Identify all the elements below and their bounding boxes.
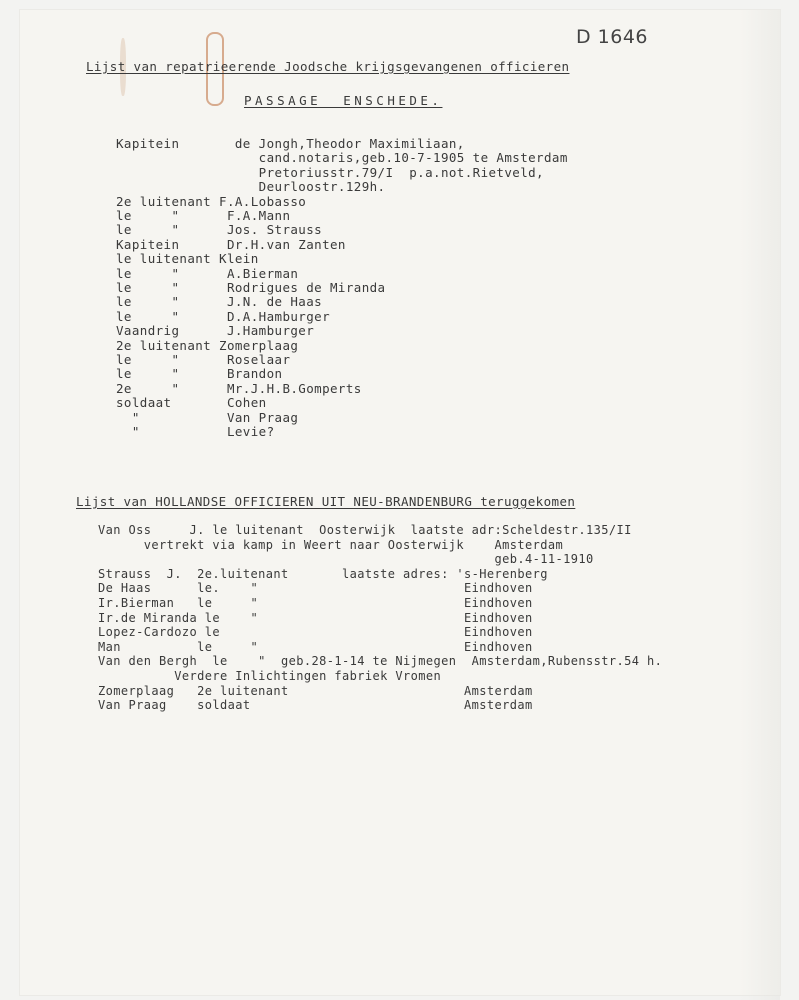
- list-line: De Haas le. " Eindhoven: [98, 581, 533, 596]
- list-line: le luitenant Klein: [116, 251, 259, 267]
- list-line: Deurloostr.129h.: [116, 179, 386, 195]
- list-line: soldaat Cohen: [116, 395, 267, 411]
- list-line: Pretoriusstr.79/I p.a.not.Rietveld,: [116, 164, 544, 180]
- list-line: 2e " Mr.J.H.B.Gomperts: [116, 380, 362, 396]
- list-line: Zomerplaag 2e luitenant Amsterdam: [98, 683, 533, 698]
- passage-heading: PASSAGE ENSCHEDE.: [244, 93, 443, 108]
- list-line: Lopez-Cardozo le Eindhoven: [98, 625, 533, 640]
- list-line: Verdere Inlichtingen fabriek Vromen: [98, 669, 442, 683]
- section-2-title: Lijst van HOLLANDSE OFFICIEREN UIT NEU-BRANDENBURG teruggekomen: [76, 494, 576, 509]
- list-line: le " Brandon: [116, 366, 283, 382]
- list-line: " Levie?: [116, 424, 275, 439]
- paper-edge-shadow: [740, 10, 780, 1000]
- list-line: cand.notaris,geb.10-7-1905 te Amsterdam: [116, 150, 568, 166]
- list-line: vertrekt via kamp in Weert naar Oosterwijk Amsterdam: [98, 537, 564, 552]
- list-line: geb.4-11-1910: [98, 552, 594, 567]
- list-line: Van Oss J. le luitenant Oosterwijk laatste adr:Scheldestr.135/II: [98, 523, 632, 537]
- list-line: 2e luitenant F.A.Lobasso: [116, 193, 307, 209]
- list-line: Man le " Eindhoven: [98, 639, 533, 654]
- list-line: le " F.A.Mann: [116, 208, 291, 223]
- document-title: Lijst van repatrieerende Joodsche krijgsgevangenen officieren: [86, 59, 570, 74]
- list-line: Kapitein Dr.H.van Zanten: [116, 236, 346, 252]
- list-line: Van Praag soldaat Amsterdam: [98, 698, 533, 713]
- list-line: Van den Bergh le " geb.28-1-14 te Nijmegen Amsterdam,Rubensstr.54 h.: [98, 654, 663, 669]
- list-line: Kapitein de Jongh,Theodor Maximiliaan,: [116, 136, 465, 151]
- list-line: Ir.de Miranda le " Eindhoven: [98, 610, 533, 625]
- list-line: Vaandrig J.Hamburger: [116, 323, 315, 339]
- list-line: 2e luitenant Zomerplaag: [116, 337, 299, 353]
- list-line: le " A.Bierman: [116, 265, 299, 281]
- list-line: le " J.N. de Haas: [116, 294, 323, 310]
- list-line: " Van Praag: [116, 409, 299, 425]
- list-line: Ir.Bierman le " Eindhoven: [98, 596, 533, 610]
- document-page: [20, 10, 780, 995]
- list-line: le " Jos. Strauss: [116, 222, 323, 238]
- list-line: le " Roselaar: [116, 352, 291, 367]
- list-line: le " D.A.Hamburger: [116, 308, 330, 324]
- archive-code: D 1646: [576, 26, 649, 48]
- list-line: Strauss J. 2e.luitenant laatste adres: 's-Herenberg: [98, 566, 548, 581]
- list-line: le " Rodrigues de Miranda: [116, 280, 386, 295]
